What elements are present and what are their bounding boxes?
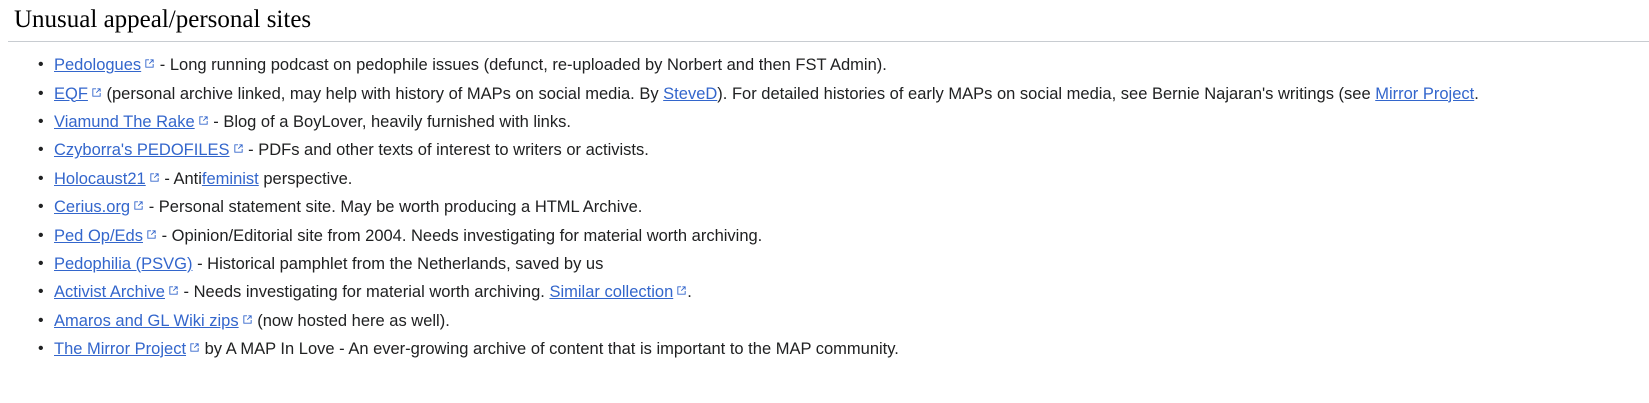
link-cerius-org[interactable]: Cerius.org — [54, 198, 131, 217]
page-title: Unusual appeal/personal sites — [8, 0, 1649, 42]
item-text: - Historical pamphlet from the Netherlands, saved by us — [192, 254, 604, 273]
external-link-icon — [233, 143, 244, 154]
external-link-icon — [144, 58, 155, 69]
external-link-icon — [242, 314, 253, 325]
item-text: - PDFs and other texts of interest to writers or activists. — [243, 141, 649, 160]
list-item — [8, 222, 1649, 250]
item-text: (personal archive linked, may help with history of MAPs on social media. By — [101, 84, 664, 103]
list-item — [8, 193, 1649, 221]
link-activist-archive[interactable]: Activist Archive — [54, 283, 165, 302]
item-text: - Opinion/Editorial site from 2004. Needs investigating for material worth archiving. — [156, 226, 763, 245]
link-holocaust21[interactable]: Holocaust21 — [54, 169, 146, 188]
item-text: perspective. — [258, 169, 353, 188]
external-link-icon — [168, 285, 179, 296]
link-amaros-and-gl-wiki-zips[interactable]: Amaros and GL Wiki zips — [54, 311, 239, 330]
link-pedologues[interactable]: Pedologues — [54, 56, 142, 75]
list-item — [8, 335, 1649, 363]
link-czyborras-pedofiles[interactable]: Czyborra's PEDOFILES — [54, 141, 230, 160]
external-link-icon — [676, 285, 687, 296]
external-link-icon — [149, 172, 160, 183]
link-pedophilia-psvg[interactable]: Pedophilia (PSVG) — [54, 254, 193, 273]
item-text: . — [1474, 84, 1479, 103]
list-item — [8, 136, 1649, 164]
link-feminist[interactable]: feminist — [201, 169, 259, 188]
list-item — [8, 108, 1649, 136]
list-item — [8, 278, 1649, 306]
list-item — [8, 307, 1649, 335]
list-item — [8, 165, 1649, 193]
link-mirror-project[interactable]: Mirror Project — [1375, 84, 1475, 103]
links-list — [8, 51, 1649, 363]
list-item — [8, 51, 1649, 79]
item-text: ). For detailed histories of early MAPs on social media, see Bernie Najaran's writings (see — [717, 84, 1376, 103]
external-link-icon — [189, 342, 200, 353]
link-similar-collection[interactable]: Similar collection — [549, 283, 674, 302]
link-ped-op-eds[interactable]: Ped Op/Eds — [54, 226, 143, 245]
item-text: - Personal statement site. May be worth producing a HTML Archive. — [144, 198, 643, 217]
external-link-icon — [133, 200, 144, 211]
external-link-icon — [146, 229, 157, 240]
external-link-icon — [198, 115, 209, 126]
list-item — [8, 250, 1649, 278]
link-steved[interactable]: SteveD — [663, 84, 718, 103]
item-text: - Blog of a BoyLover, heavily furnished with links. — [208, 113, 571, 131]
link-the-mirror-project[interactable]: The Mirror Project — [54, 340, 187, 358]
item-text: . — [687, 283, 692, 302]
list-item — [8, 80, 1649, 108]
item-text: - Anti — [159, 169, 202, 188]
external-link-icon — [91, 87, 102, 98]
link-eqf[interactable]: EQF — [54, 84, 88, 103]
item-text: - Long running podcast on pedophile issues (defunct, re-uploaded by Norbert and then FST Admin). — [155, 56, 887, 75]
link-viamund-the-rake[interactable]: Viamund The Rake — [54, 113, 195, 131]
item-text: by A MAP In Love - An ever-growing archive of content that is important to the MAP community. — [200, 340, 899, 358]
item-text: - Needs investigating for material worth archiving. — [178, 283, 550, 302]
item-text: (now hosted here as well). — [252, 311, 450, 330]
